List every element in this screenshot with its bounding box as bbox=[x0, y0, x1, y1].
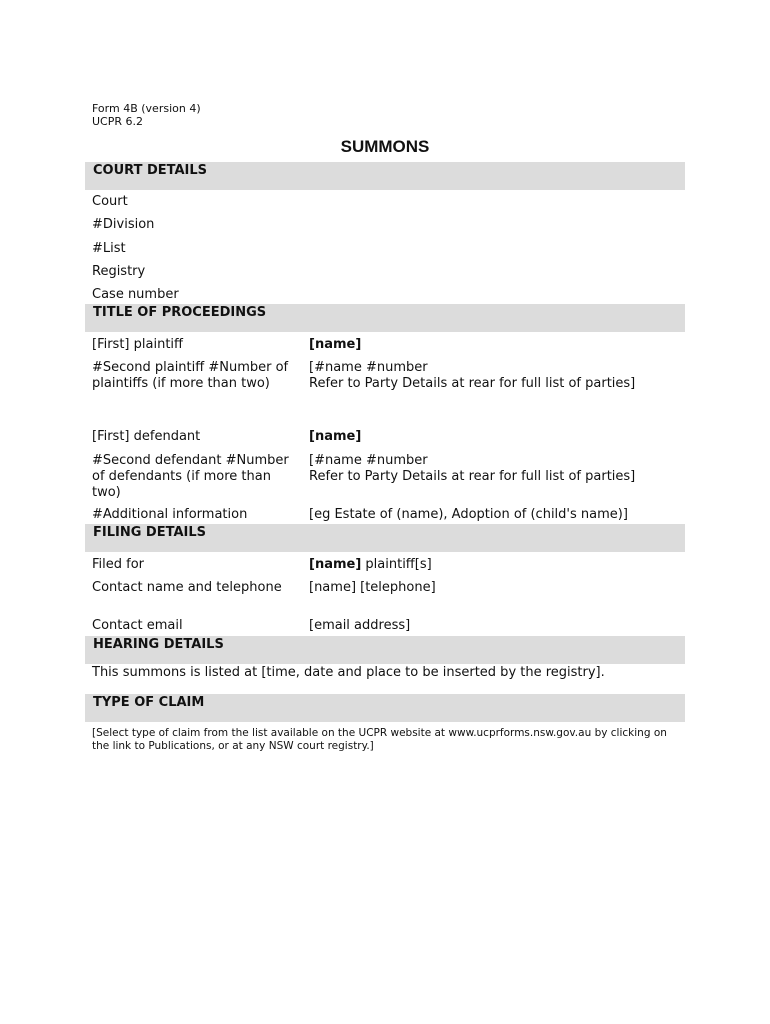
contact-email-value: [email address] bbox=[309, 618, 411, 633]
list-field: #List bbox=[92, 241, 126, 256]
contact-email-label: Contact email bbox=[92, 618, 183, 633]
registry-field: Registry bbox=[92, 264, 146, 279]
filed-for-role: plaintiff[s] bbox=[361, 557, 432, 572]
first-defendant-label: [First] defendant bbox=[92, 429, 201, 444]
division-field: #Division bbox=[92, 217, 155, 232]
case-number-field: Case number bbox=[92, 287, 179, 302]
additional-information-value: [eg Estate of (name), Adoption of (child's name)] bbox=[309, 507, 628, 522]
court-details-heading: COURT DETAILS bbox=[85, 162, 685, 190]
second-defendant-value-line1: [#name #number bbox=[309, 453, 428, 468]
document-title: SUMMONS bbox=[340, 137, 430, 156]
filed-for-label: Filed for bbox=[92, 557, 145, 572]
rule-reference: UCPR 6.2 bbox=[92, 115, 143, 128]
filed-for-value bbox=[309, 557, 689, 573]
form-identifier bbox=[92, 102, 201, 128]
second-defendant-value bbox=[309, 453, 689, 485]
court-field: Court bbox=[92, 194, 128, 209]
first-plaintiff-label: [First] plaintiff bbox=[92, 337, 183, 352]
type-of-claim-heading: TYPE OF CLAIM bbox=[85, 694, 685, 722]
filing-details-heading: FILING DETAILS bbox=[85, 524, 685, 552]
type-of-claim-text: [Select type of claim from the list available on the UCPR website at www.ucprforms.nsw.gov.au by clicking on the link to Publications, or at any NSW court registry.] bbox=[92, 727, 667, 752]
second-plaintiff-value bbox=[309, 360, 689, 392]
second-plaintiff-value-line1: [#name #number bbox=[309, 360, 428, 375]
hearing-details-heading: HEARING DETAILS bbox=[85, 636, 685, 664]
first-plaintiff-value: [name] bbox=[309, 337, 362, 352]
second-defendant-label: #Second defendant #Number of defendants (if more than two) bbox=[92, 453, 289, 500]
hearing-details-text: This summons is listed at [time, date and place to be inserted by the registry]. bbox=[92, 665, 605, 680]
contact-name-value: [name] [telephone] bbox=[309, 580, 436, 595]
filed-for-name: [name] bbox=[309, 557, 362, 572]
second-defendant-value-line2: Refer to Party Details at rear for full list of parties] bbox=[309, 469, 636, 484]
additional-information-label: #Additional information bbox=[92, 507, 248, 522]
form-number: Form 4B (version 4) bbox=[92, 102, 201, 115]
second-plaintiff-label: #Second plaintiff #Number of plaintiffs (if more than two) bbox=[92, 360, 289, 391]
title-of-proceedings-heading: TITLE OF PROCEEDINGS bbox=[85, 304, 685, 332]
second-plaintiff-value-line2: Refer to Party Details at rear for full list of parties] bbox=[309, 376, 636, 391]
contact-name-label: Contact name and telephone bbox=[92, 580, 282, 595]
first-defendant-value: [name] bbox=[309, 429, 362, 444]
